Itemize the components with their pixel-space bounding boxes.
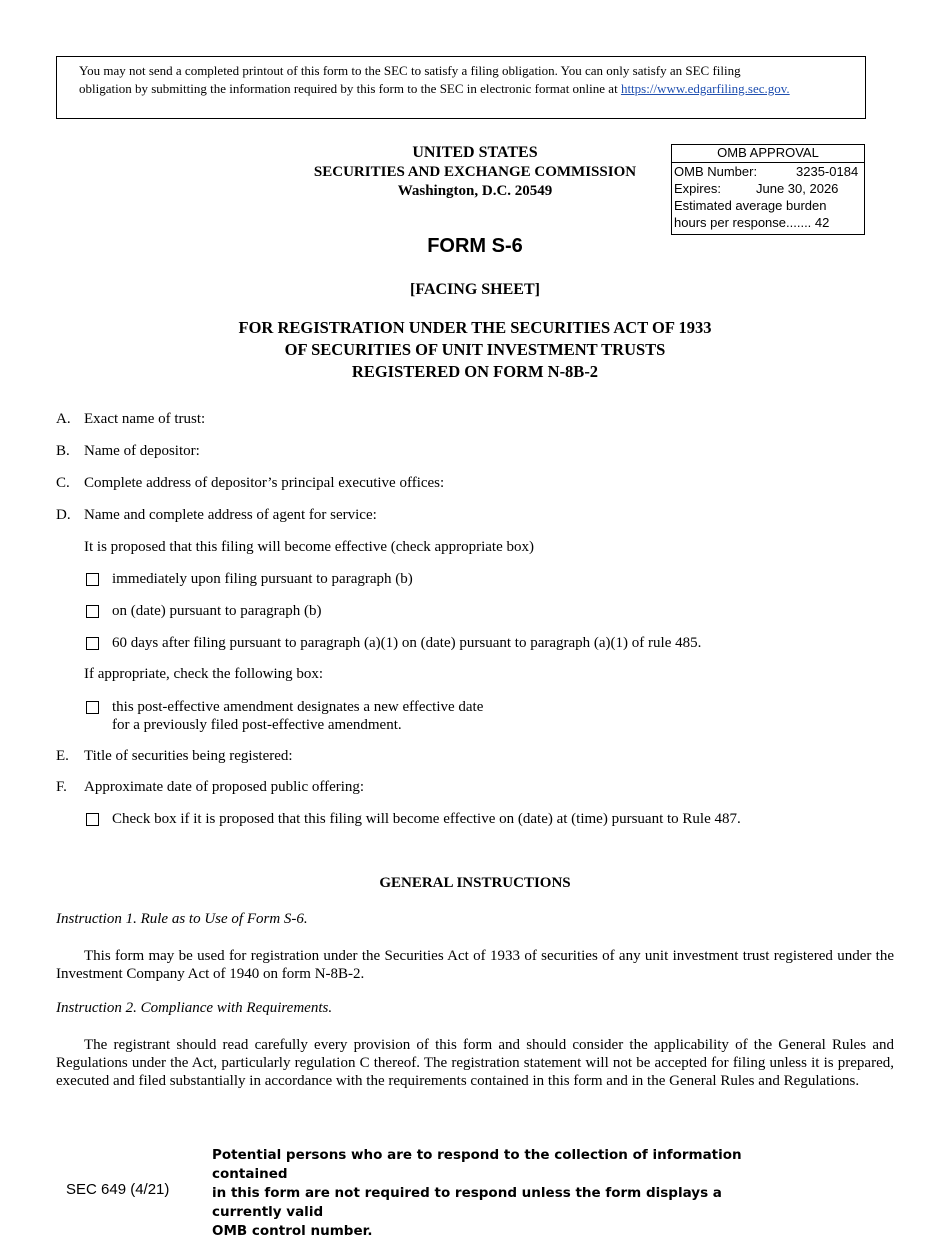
sixty-days-label: 60 days after filing pursuant to paragraph (a)(1) on (date) pursuant to paragraph (a)(1) of rule 485. [112, 635, 702, 651]
omb-burden-row-1: Estimated average burden [674, 198, 827, 213]
item-b-letter: B. [56, 443, 70, 459]
omb-burden-row-2: hours per response....... 42 [674, 215, 830, 230]
omb-control-notice [212, 1146, 752, 1241]
if-appropriate-prompt: If appropriate, check the following box: [84, 666, 324, 682]
omb-approval-header: OMB APPROVAL [672, 145, 864, 163]
omb-notice-line-3: OMB control number. [212, 1223, 373, 1239]
form-subtitle: [FACING SHEET] [410, 281, 540, 298]
item-e-letter: E. [56, 748, 69, 764]
form-heading-line-3: REGISTERED ON FORM N-8B-2 [351, 362, 599, 381]
instruction-2-text: The registrant should read carefully every provision of this form and should consider the applicability of the General Rules and Regulations under the Act, particularly regulation C thereof. The registration statement will not be accepted for filing unless it is prepared, executed and filed substantially in accordance with the requirements contained in this form and in the General Rules and Regulations. [56, 1037, 894, 1089]
omb-number-row [672, 163, 864, 180]
notice-line-1: You may not send a completed printout of this form to the SEC to satisfy a filing obligation. You can only satisfy an SEC filing [79, 63, 741, 78]
date-paragraph-b-label: on (date) pursuant to paragraph (b) [112, 603, 322, 619]
item-d-label: Name and complete address of agent for service: [84, 507, 377, 523]
date-paragraph-b-checkbox[interactable] [86, 605, 99, 618]
notice-line-2-text: obligation by submitting the information required by this form to the SEC in electronic format online at [79, 81, 618, 96]
item-d-letter: D. [56, 507, 71, 523]
omb-approval-box [671, 144, 865, 235]
item-b-label: Name of depositor: [84, 443, 200, 459]
omb-notice-line-2: in this form are not required to respond unless the form displays a currently valid [212, 1185, 722, 1220]
instruction-1-text: This form may be used for registration under the Securities Act of 1933 of securities of any unit investment trust registered under the Investment Company Act of 1940 on form N-8B-2. [56, 948, 894, 982]
rule-487-label: Check box if it is proposed that this filing will become effective on (date) at (time) pursuant to Rule 487. [112, 811, 741, 827]
post-effective-line-2: for a previously filed post-effective amendment. [112, 717, 402, 733]
agency-name-line-2: SECURITIES AND EXCHANGE COMMISSION [313, 164, 637, 180]
item-f-label: Approximate date of proposed public offering: [84, 779, 365, 795]
post-effective-line-1: this post-effective amendment designates a new effective date [112, 699, 484, 715]
notice-line-2 [79, 80, 845, 98]
form-heading-line-2: OF SECURITIES OF UNIT INVESTMENT TRUSTS [284, 340, 666, 359]
omb-expires-row [672, 180, 864, 197]
immediate-filing-checkbox[interactable] [86, 573, 99, 586]
omb-expires-label: Expires: [674, 181, 721, 196]
agency-address: Washington, D.C. 20549 [397, 183, 553, 199]
omb-expires-value: June 30, 2026 [756, 181, 839, 196]
item-a-label: Exact name of trust: [84, 411, 206, 427]
item-e-label: Title of securities being registered: [84, 748, 293, 764]
immediate-filing-label: immediately upon filing pursuant to paragraph (b) [112, 571, 413, 587]
post-effective-amendment-label [112, 698, 483, 734]
agency-name-line-1: UNITED STATES [412, 144, 538, 161]
form-identifier: SEC 649 (4/21) [66, 1181, 170, 1198]
item-f-letter: F. [56, 779, 67, 795]
effective-date-prompt: It is proposed that this filing will become effective (check appropriate box) [84, 539, 534, 555]
item-c-label: Complete address of depositor’s principal executive offices: [84, 475, 445, 491]
omb-notice-line-1: Potential persons who are to respond to the collection of information contained [212, 1147, 742, 1182]
instruction-2-title: Instruction 2. Compliance with Requirements. [56, 1000, 333, 1016]
item-c-letter: C. [56, 475, 70, 491]
edgar-filing-link[interactable]: https://www.edgarfiling.sec.gov. [620, 81, 790, 96]
item-a-letter: A. [56, 411, 71, 427]
instruction-1-title: Instruction 1. Rule as to Use of Form S-6. [56, 911, 308, 927]
form-heading-line-1: FOR REGISTRATION UNDER THE SECURITIES ACT OF 1933 [238, 318, 712, 337]
general-instructions-heading: GENERAL INSTRUCTIONS [379, 875, 571, 891]
post-effective-amendment-checkbox[interactable] [86, 701, 99, 714]
sixty-days-checkbox[interactable] [86, 637, 99, 650]
rule-487-checkbox[interactable] [86, 813, 99, 826]
omb-number-label: OMB Number: [674, 164, 758, 179]
electronic-filing-notice [56, 56, 866, 119]
omb-number-value: 3235-0184 [796, 164, 859, 179]
form-title: FORM S-6 [427, 235, 523, 257]
